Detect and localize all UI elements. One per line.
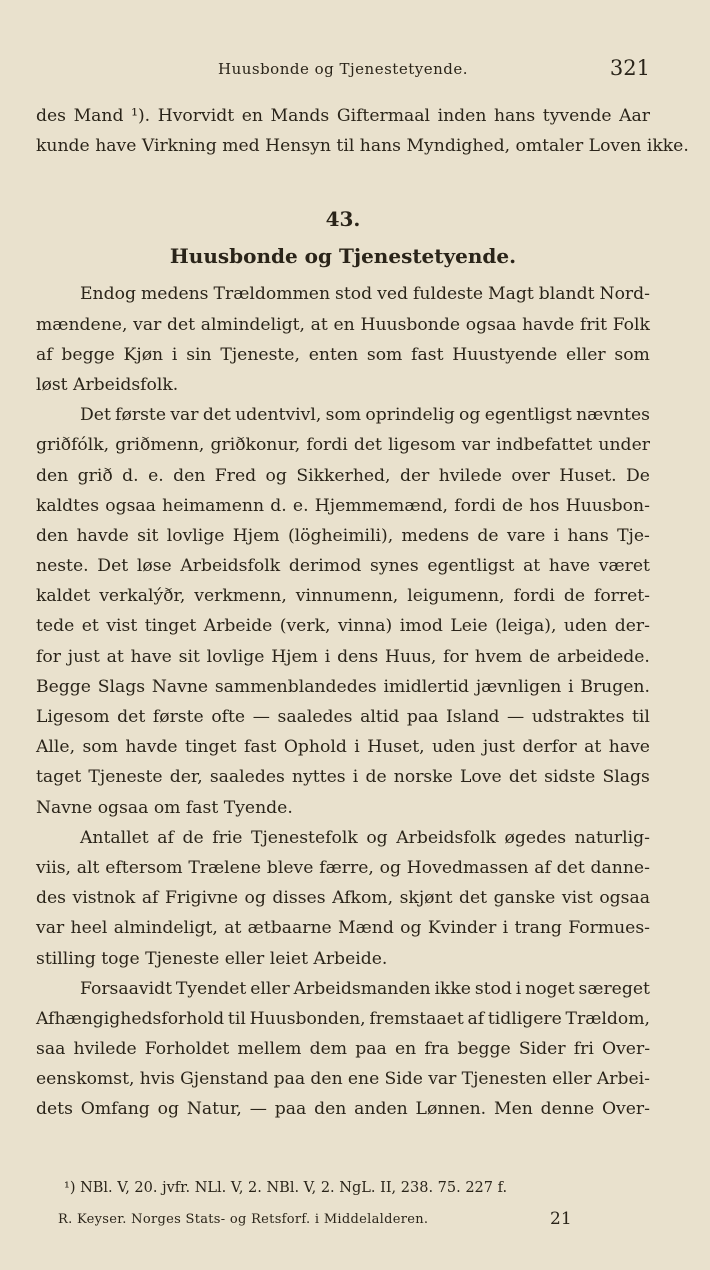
printer-signature [58, 1209, 618, 1233]
text-line: Alle, som havde tinget fast Ophold i Huset, uden just derfor at have [36, 737, 650, 758]
text-line: neste. Det løse Arbeidsfolk derimod synes egentligst at have været [36, 556, 650, 577]
text-line: stilling toge Tjeneste eller leiet Arbeide. [36, 948, 388, 969]
text-line: den grið d. e. den Fred og Sikkerhed, der hvilede over Huset. De [36, 465, 650, 486]
text-line: for just at have sit lovlige Hjem i dens Huus, for hvem de arbeidede. [36, 646, 650, 667]
text-line: kaldet verkalýðr, verkmenn, vinnumenn, leigumenn, fordi de forret- [36, 586, 650, 607]
text-line: viis, alt eftersom Trælene bleve færre, og Hovedmassen af det danne- [36, 857, 650, 878]
signature-text: R. Keyser. Norges Stats- og Retsforf. i Middelalderen. [58, 1212, 429, 1227]
text-line: af begge Kjøn i sin Tjeneste, enten som fast Huustyende eller som [36, 344, 650, 365]
text-line: des vistnok af Frigivne og disses Afkom, skjønt det ganske vist ogsaa [36, 888, 650, 909]
text-line: taget Tjeneste der, saaledes nyttes i de norske Love det sidste Slags [36, 767, 650, 788]
text-line: griðfólk, griðmenn, griðkonur, fordi det ligesom var indbefattet under [36, 435, 650, 456]
text-line: Forsaavidt Tyendet eller Arbeidsmanden ikke stod i noget særeget [80, 978, 650, 999]
page-number: 321 [609, 56, 650, 80]
text-line: tede et vist tinget Arbeide (verk, vinna) imod Leie (leiga), uden der- [36, 616, 650, 637]
text-line: kaldtes ogsaa heimamenn d. e. Hjemmemænd, fordi de hos Huusbon- [36, 495, 650, 516]
text-line: Ligesom det første ofte — saaledes altid paa Island — udstraktes til [36, 707, 650, 727]
running-title: Huusbonde og Tjenestetyende. [217, 60, 468, 78]
text-line: saa hvilede Forholdet mellem dem paa en fra begge Sider fri Over- [36, 1039, 650, 1060]
running-head [36, 56, 650, 84]
text-line: var heel almindeligt, at ætbaarne Mænd og Kvinder i trang Formues- [36, 918, 650, 939]
text-line: mændene, var det almindeligt, at en Huusbonde ogsaa havde frit Folk [36, 314, 650, 335]
text-line: Antallet af de frie Tjenestefolk og Arbeidsfolk øgedes naturlig- [80, 827, 650, 848]
text-line: Navne ogsaa om fast Tyende. [36, 797, 293, 818]
text-line: kunde have Virkning med Hensyn til hans Myndighed, omtaler Loven ikke. [36, 136, 689, 157]
text-line: Afhængighedsforhold til Huusbonden, fremstaaet af tidligere Trældom, [36, 1008, 650, 1029]
text-line: des Mand ¹). Hvorvidt en Mands Giftermaal inden hans tyvende Aar [36, 106, 650, 126]
signature-number: 21 [550, 1209, 572, 1229]
section-title: Huusbonde og Tjenestetyende. [169, 244, 517, 269]
text-line: Endog medens Trældommen stod ved fuldeste Magt blandt Nord- [80, 284, 650, 305]
text-line: løst Arbeidsfolk. [36, 374, 179, 395]
footnote: ¹) NBl. V, 20. jvfr. NLl. V, 2. NBl. V, 2. NgL. II, 238. 75. 227 f. [64, 1180, 508, 1196]
text-line: eenskomst, hvis Gjenstand paa den ene Side var Tjenesten eller Arbei- [36, 1069, 650, 1090]
text-line: Det første var det udentvivl, som oprindelig og egentligst nævntes [80, 405, 650, 426]
text-line: Begge Slags Navne sammenblandedes imidlertid jævnligen i Brugen. [36, 676, 650, 697]
body-text [36, 101, 689, 1125]
section-number: 43. [325, 207, 361, 232]
text-line: den havde sit lovlige Hjem (lögheimili), medens de vare i hans Tje- [36, 525, 650, 546]
text-line: dets Omfang og Natur, — paa den anden Lønnen. Men denne Over- [36, 1099, 650, 1120]
